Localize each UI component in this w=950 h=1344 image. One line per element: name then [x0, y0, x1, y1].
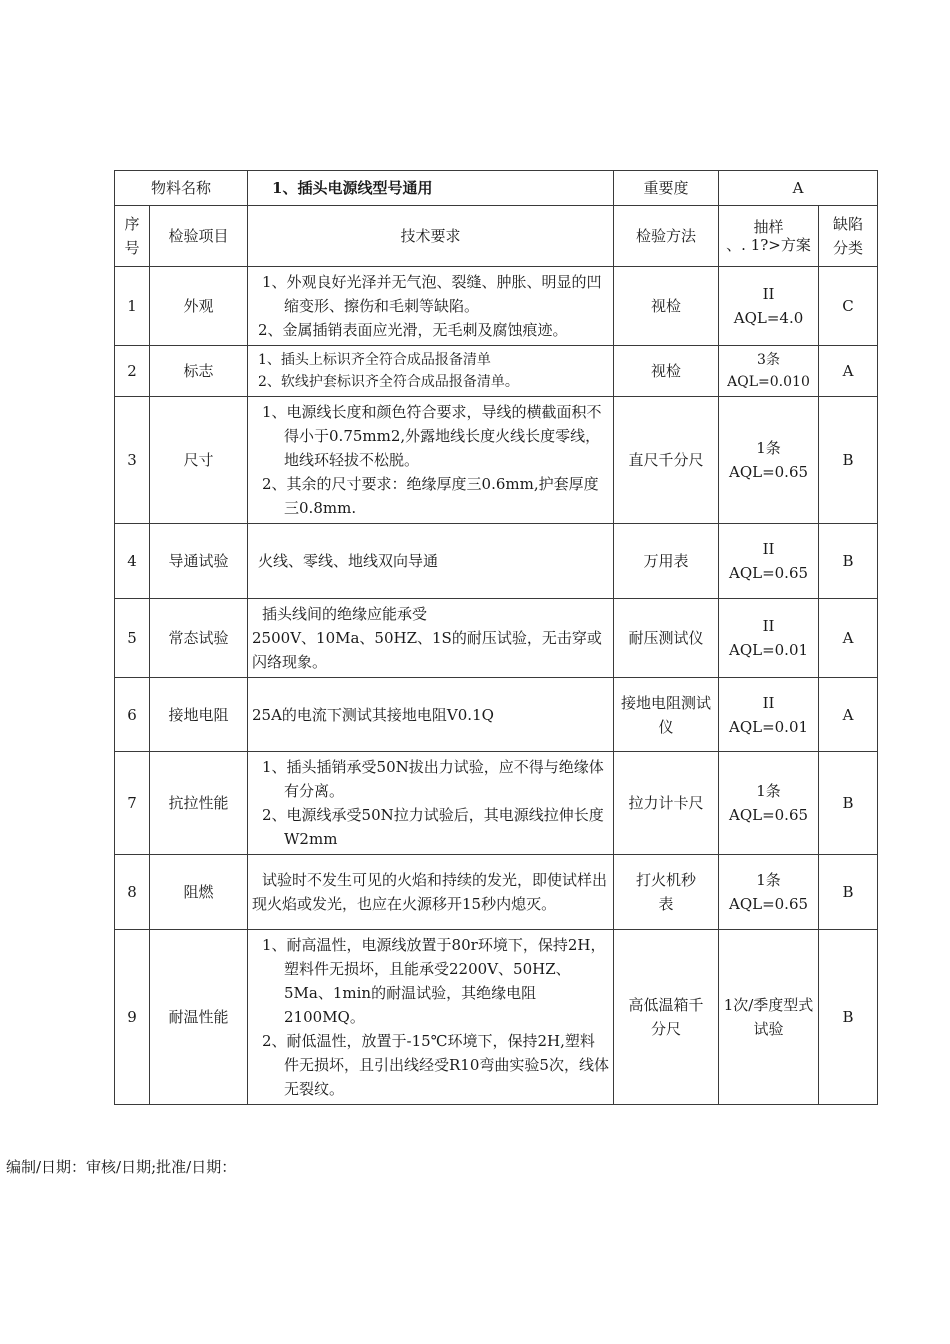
- item-cell: 耐温性能: [150, 930, 248, 1105]
- table-row: [115, 397, 878, 524]
- table-row: [115, 855, 878, 930]
- sampling-cell: II AQL=0.65: [719, 524, 819, 599]
- item-cell: 阻燃: [150, 855, 248, 930]
- seq-cell: 9: [115, 930, 150, 1105]
- col-sampling: 抽样 、. 1?>方案: [719, 206, 819, 267]
- sampling-cell: II AQL=0.01: [719, 678, 819, 752]
- requirement-cell: 试验时不发生可见的火焰和持续的发光，即使试样出现火焰或发光，也应在火源移开15秒内熄灭。: [248, 855, 614, 930]
- sampling-cell: 1条 AQL=0.65: [719, 752, 819, 855]
- method-cell: 拉力计卡尺: [614, 752, 719, 855]
- defect-cell: B: [819, 855, 878, 930]
- requirement-cell: 1、插头上标识齐全符合成品报备清单 2、软线护套标识齐全符合成品报备清单。: [248, 346, 614, 397]
- defect-cell: B: [819, 752, 878, 855]
- sampling-cell: II AQL=4.0: [719, 267, 819, 346]
- col-defect: 缺陷 分类: [819, 206, 878, 267]
- method-cell: 接地电阻测试仪: [614, 678, 719, 752]
- table-row: [115, 752, 878, 855]
- seq-cell: 4: [115, 524, 150, 599]
- requirement-cell: 1、电源线长度和颜色符合要求，导线的横截面积不得小于0.75mm2,外露地线长度火线长度零线，地线环轻拔不松脱。 2、其余的尺寸要求：绝缘厚度三0.6mm,护套厚度三0.8mm.: [248, 397, 614, 524]
- sampling-cell: 1条 AQL=0.65: [719, 397, 819, 524]
- method-cell: 万用表: [614, 524, 719, 599]
- table-row: [115, 930, 878, 1105]
- seq-cell: 1: [115, 267, 150, 346]
- method-cell: 耐压测试仪: [614, 599, 719, 678]
- item-cell: 接地电阻: [150, 678, 248, 752]
- col-requirement: 技术要求: [248, 206, 614, 267]
- defect-cell: C: [819, 267, 878, 346]
- method-cell: 高低温箱千分尺: [614, 930, 719, 1105]
- sampling-cell: II AQL=0.01: [719, 599, 819, 678]
- requirement-cell: 1、插头插销承受50N拔出力试验，应不得与绝缘体有分离。 2、电源线承受50N拉力试验后，其电源线拉伸长度W2mm: [248, 752, 614, 855]
- item-cell: 导通试验: [150, 524, 248, 599]
- col-seq: 序 号: [115, 206, 150, 267]
- method-cell: 视检: [614, 267, 719, 346]
- seq-cell: 8: [115, 855, 150, 930]
- defect-cell: B: [819, 524, 878, 599]
- item-cell: 常态试验: [150, 599, 248, 678]
- defect-cell: A: [819, 346, 878, 397]
- signature-footer: 编制/日期：审核/日期;批准/日期：: [6, 1158, 237, 1176]
- requirement-cell: 火线、零线、地线双向导通: [248, 524, 614, 599]
- table-row: [115, 524, 878, 599]
- seq-cell: 3: [115, 397, 150, 524]
- sampling-cell: 1条 AQL=0.65: [719, 855, 819, 930]
- sampling-cell: 3条 AQL=0.010: [719, 346, 819, 397]
- requirement-cell: 1、耐高温性，电源线放置于80r环境下，保持2H，塑料件无损坏，且能承受2200V、50HZ、5Ma、1min的耐温试验，其绝缘电阻2100MQ。 2、耐低温性，放置于-15℃环境下，保持2H,塑料件无损坏，且引出线经受R10弯曲实验5次，线体无裂纹。: [248, 930, 614, 1105]
- header-row: [115, 171, 878, 206]
- item-cell: 标志: [150, 346, 248, 397]
- table-row: [115, 599, 878, 678]
- column-header-row: [115, 206, 878, 267]
- importance-label: 重要度: [614, 171, 719, 206]
- method-cell: 打火机秒表: [614, 855, 719, 930]
- requirement-cell: 插头线间的绝缘应能承受 2500V、10Ma、50HZ、1S的耐压试验，无击穿或闪络现象。: [248, 599, 614, 678]
- defect-cell: B: [819, 397, 878, 524]
- sampling-cell: 1次/季度型式试验: [719, 930, 819, 1105]
- material-name-label: 物料名称: [115, 171, 248, 206]
- seq-cell: 7: [115, 752, 150, 855]
- seq-cell: 2: [115, 346, 150, 397]
- col-method: 检验方法: [614, 206, 719, 267]
- table-row: [115, 346, 878, 397]
- method-cell: 直尺千分尺: [614, 397, 719, 524]
- importance-value: A: [719, 171, 878, 206]
- item-cell: 抗拉性能: [150, 752, 248, 855]
- material-name-value: 1、插头电源线型号通用: [248, 171, 614, 206]
- item-cell: 外观: [150, 267, 248, 346]
- table-row: [115, 267, 878, 346]
- defect-cell: B: [819, 930, 878, 1105]
- defect-cell: A: [819, 599, 878, 678]
- inspection-spec-table: [114, 170, 878, 1105]
- seq-cell: 6: [115, 678, 150, 752]
- method-cell: 视检: [614, 346, 719, 397]
- col-item: 检验项目: [150, 206, 248, 267]
- requirement-cell: 1、外观良好光泽并无气泡、裂缝、肿胀、明显的凹缩变形、擦伤和毛刺等缺陷。 2、金属插销表面应光滑，无毛刺及腐蚀痕迹。: [248, 267, 614, 346]
- seq-cell: 5: [115, 599, 150, 678]
- defect-cell: A: [819, 678, 878, 752]
- requirement-cell: 25A的电流下测试其接地电阻V0.1Q: [248, 678, 614, 752]
- table-row: [115, 678, 878, 752]
- item-cell: 尺寸: [150, 397, 248, 524]
